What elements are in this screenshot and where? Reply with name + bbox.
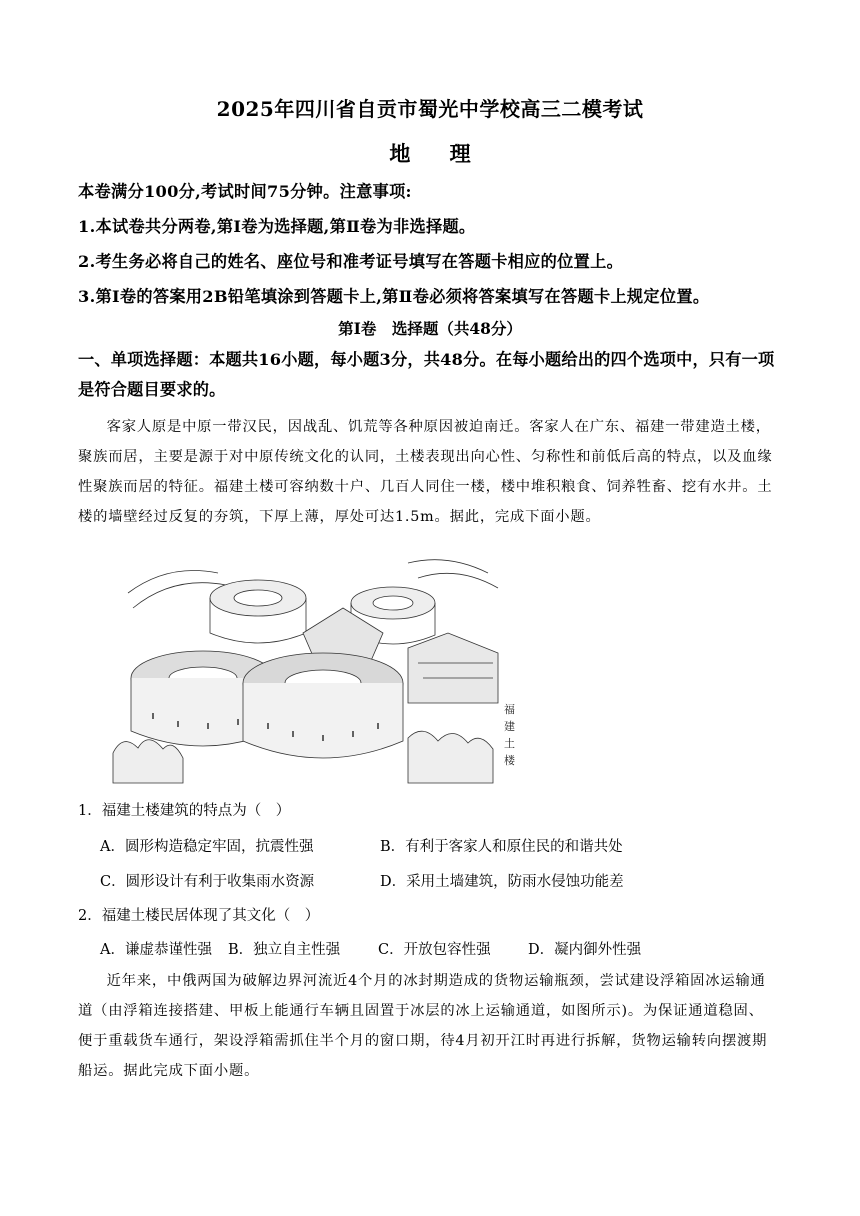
exam-title: 2025年四川省自贡市蜀光中学校高三二模考试 <box>216 97 644 121</box>
tulou-illustration <box>108 553 520 785</box>
q2-option-d: D．凝内御外性强 <box>528 942 642 958</box>
figure-caption-char: 楼 <box>504 754 515 767</box>
notes-intro: 本卷满分100分,考试时间75分钟。注意事项: <box>78 182 412 201</box>
subject-char: 理 <box>449 141 471 166</box>
q1-option-c: C．圆形设计有利于收集雨水资源 <box>100 874 315 890</box>
question-1-stem: 1．福建土楼建筑的特点为（ ） <box>78 803 291 819</box>
question-2-stem: 2．福建土楼民居体现了其文化（ ） <box>78 908 320 924</box>
section-instruction: 一、单项选择题：本题共16小题，每小题3分，共48分。在每小题给出的四个选项中，只有一项是符合题目要求的。 <box>78 350 775 399</box>
q1-option-a: A．圆形构造稳定牢固，抗震性强 <box>100 839 314 855</box>
section-title: 第Ⅰ卷 选择题（共48分） <box>338 319 522 338</box>
note-item-2: 2.考生务必将自己的姓名、座位号和准考证号填写在答题卡相应的位置上。 <box>78 252 624 271</box>
q2-option-b: B．独立自主性强 <box>228 942 341 958</box>
figure-caption-char: 土 <box>504 737 515 750</box>
q1-option-d: D．采用土墙建筑，防雨水侵蚀功能差 <box>380 874 624 890</box>
q2-option-c: C．开放包容性强 <box>378 942 491 958</box>
passage-tulou: 客家人原是中原一带汉民，因战乱、饥荒等各种原因被迫南迁。客家人在广东、福建一带建造土楼，聚族而居，主要是源于对中原传统文化的认同，土楼表现出向心性、匀称性和前低后高的特点，以及血缘性聚族而居的特征。福建土楼可容纳数十户、几百人同住一楼，楼中堆积粮食、饲养牲畜、挖有水井。土楼的墙壁经过反复的夯筑，下厚上薄，厚处可达1.5m。据此，完成下面小题。 <box>78 419 773 525</box>
passage-ice-channel: 近年来，中俄两国为破解边界河流近4个月的冰封期造成的货物运输瓶颈，尝试建设浮箱固冰运输通道（由浮箱连接搭建、甲板上能通行车辆且固置于冰层的冰上运输通道，如图所示)。为保证通道稳固、便于重载货车通行，架设浮箱需抓住半个月的窗口期，待4月初开江时再进行拆解，货物运输转向摆渡期船运。据此完成下面小题。 <box>78 973 768 1079</box>
note-item-1: 1.本试卷共分两卷,第Ⅰ卷为选择题,第Ⅱ卷为非选择题。 <box>78 217 476 236</box>
subject-char: 地 <box>389 141 411 166</box>
q2-option-a: A．谦虚恭谨性强 <box>100 942 212 958</box>
note-item-3: 3.第Ⅰ卷的答案用2B铅笔填涂到答题卡上,第Ⅱ卷必须将答案填写在答题卡上规定位置。 <box>78 287 710 306</box>
figure-caption-char: 福 <box>504 703 515 716</box>
subject-title <box>0 138 860 168</box>
figure-caption-char: 建 <box>504 720 515 733</box>
q1-option-b: B．有利于客家人和原住民的和谐共处 <box>380 839 623 855</box>
